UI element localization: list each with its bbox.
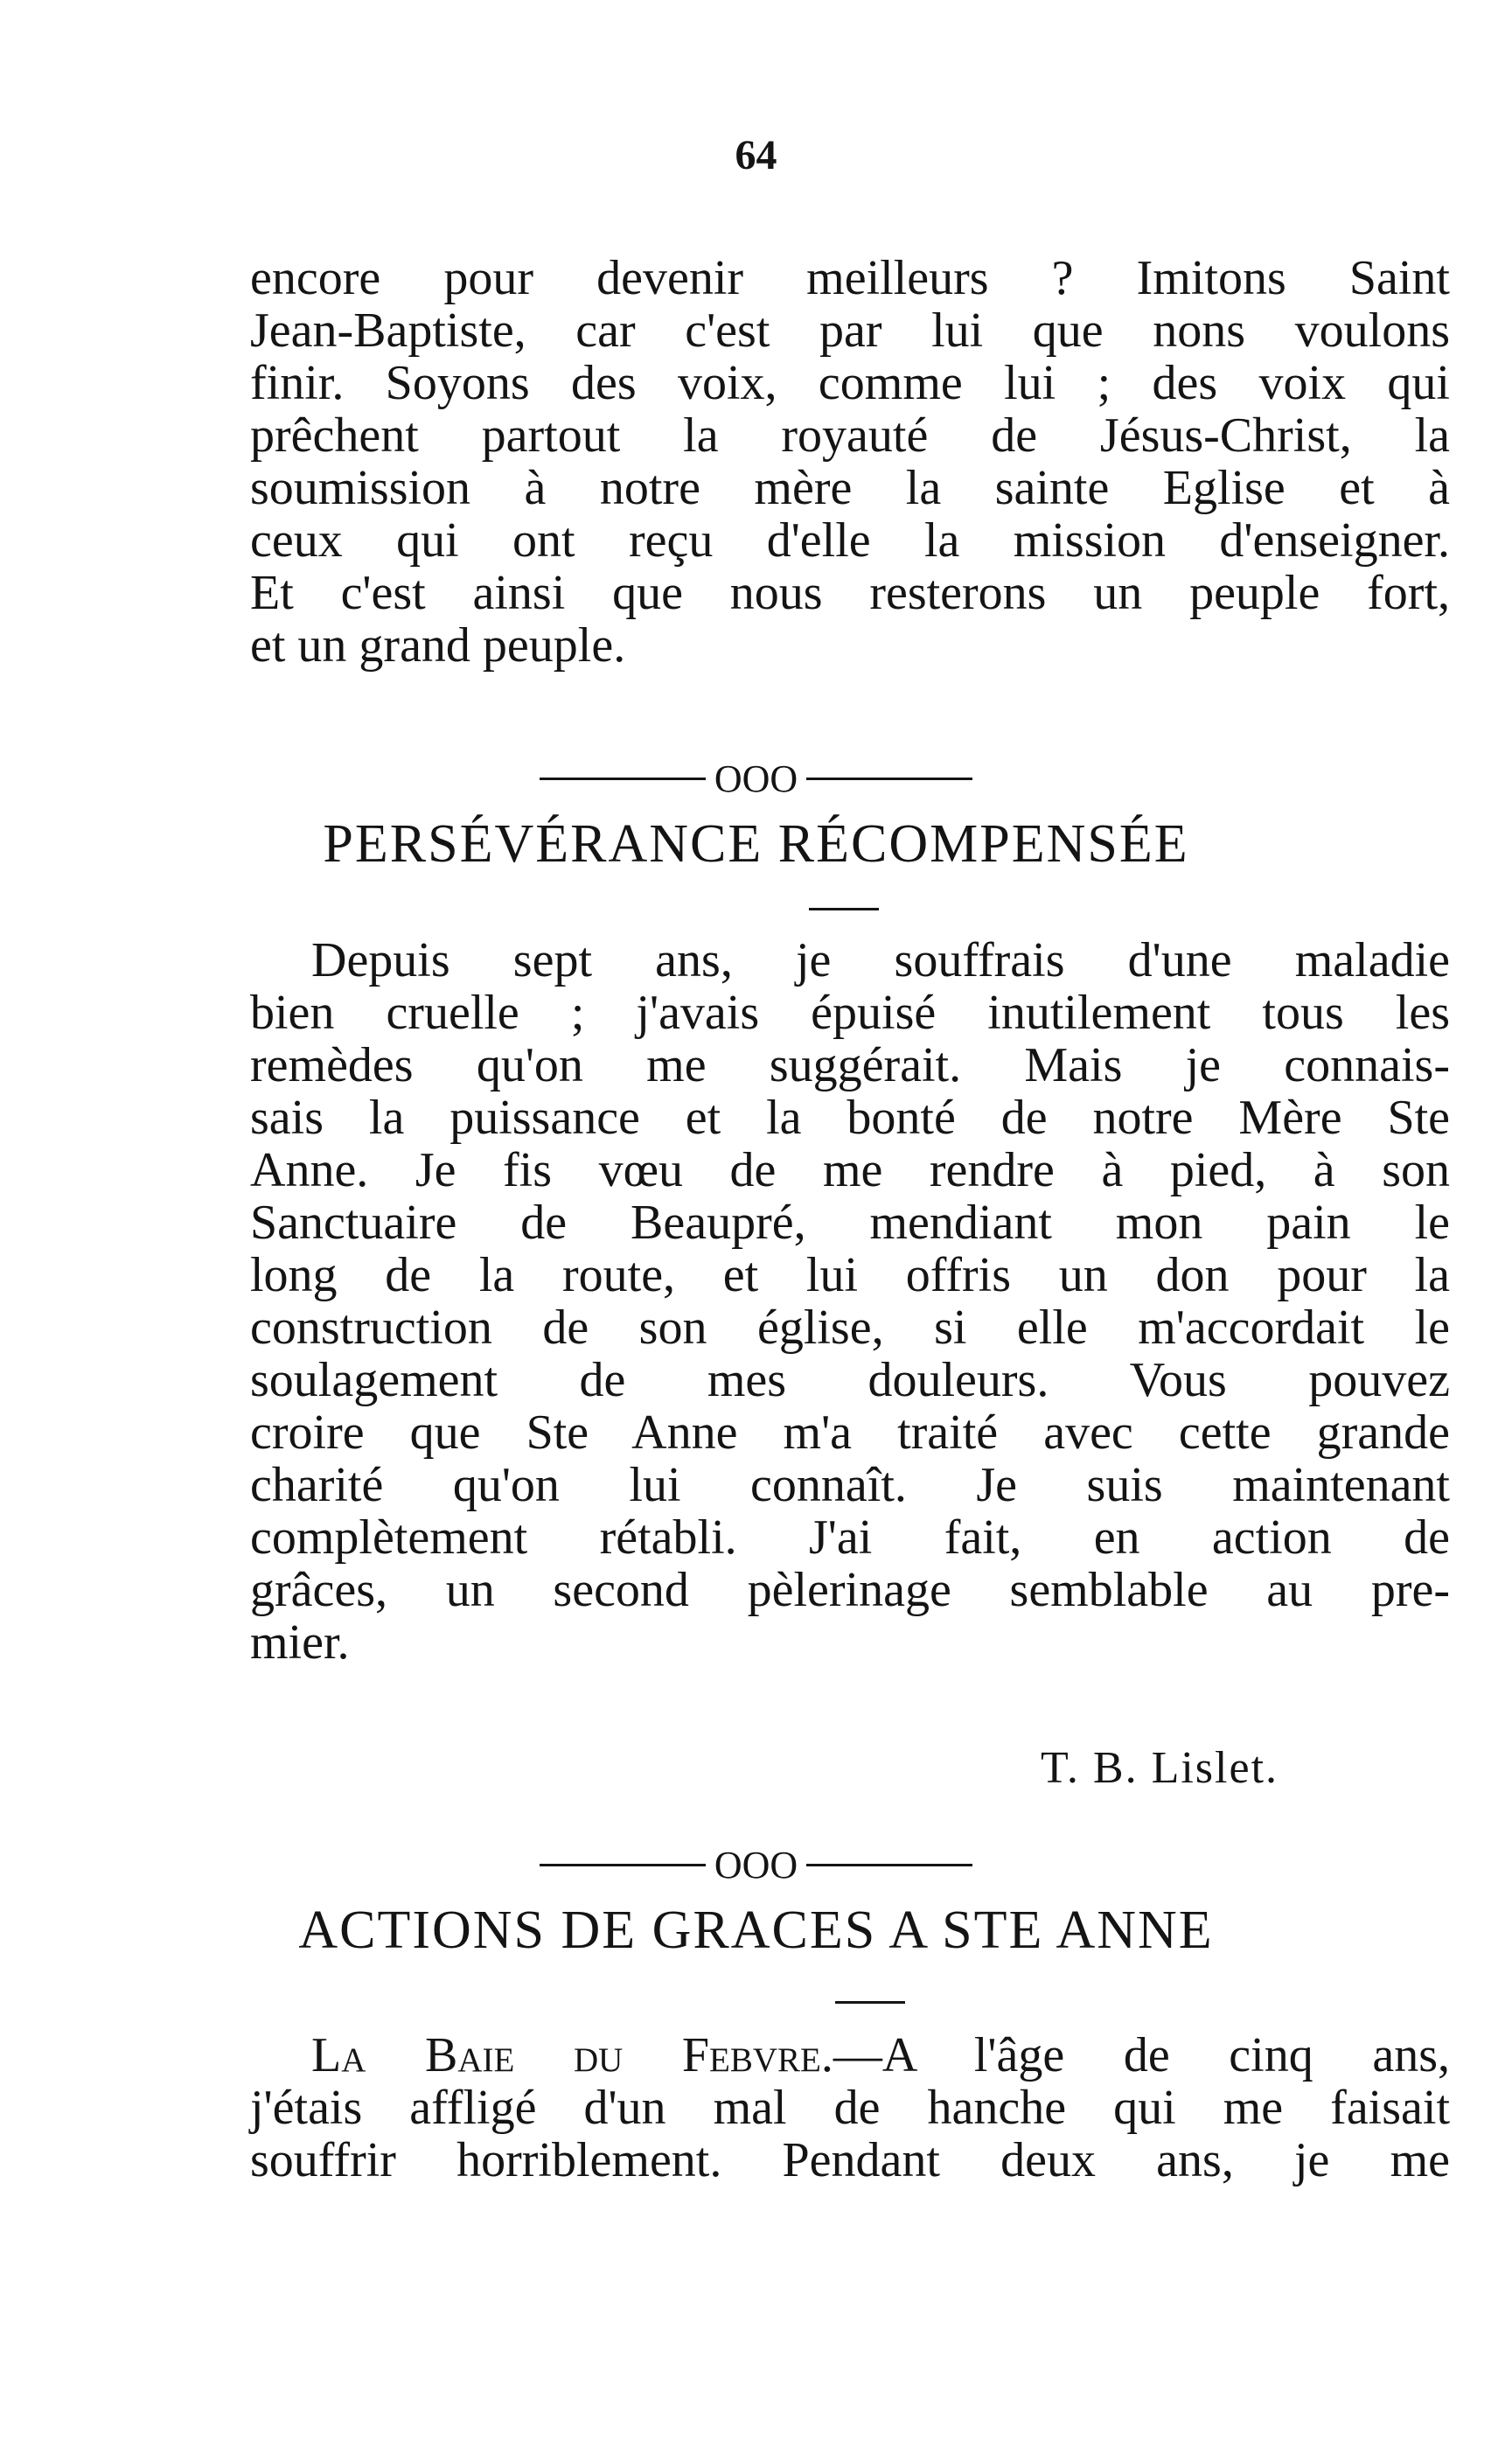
text-line: soumission à notre mère la sainte Eglise et à	[250, 461, 1450, 515]
text-line: sais la puissance et la bonté de notre Mère Ste	[250, 1091, 1450, 1145]
divider-rule	[806, 1864, 972, 1866]
divider-ornament: OOO	[714, 757, 798, 800]
section-divider	[0, 754, 1512, 801]
text-line: charité qu'on lui connaît. Je suis maintenant	[250, 1458, 1450, 1512]
text-line: bien cruelle ; j'avais épuisé inutilement tous les	[250, 986, 1450, 1040]
divider-rule	[806, 778, 972, 780]
text-line: long de la route, et lui offris un don pour la	[250, 1248, 1450, 1302]
text-line: Et c'est ainsi que nous resterons un peuple fort,	[250, 566, 1450, 620]
section-divider	[0, 1840, 1512, 1887]
text-line: Sanctuaire de Beaupré, mendiant mon pain le	[250, 1196, 1450, 1250]
text-line: et un grand peuple.	[250, 618, 626, 673]
text-line: remèdes qu'on me suggérait. Mais je connais-	[250, 1038, 1450, 1092]
text-line: croire que Ste Anne m'a traité avec cette grande	[250, 1405, 1450, 1460]
place-name: La Baie du Febvre.	[311, 2028, 833, 2082]
intro-paragraph	[250, 252, 1450, 672]
text-line: souffrir horriblement. Pendant deux ans, je me	[250, 2133, 1450, 2187]
text-line: encore pour devenir meilleurs ? Imitons Saint	[250, 251, 1450, 305]
text-line: soulagement de mes douleurs. Vous pouvez	[250, 1353, 1450, 1407]
text-line: Anne. Je fis vœu de me rendre à pied, à son	[250, 1143, 1450, 1197]
text-line: mier.	[250, 1615, 350, 1670]
title-dash	[809, 908, 879, 910]
divider-rule	[540, 778, 706, 780]
text-line: Jean-Baptiste, car c'est par lui que nons voulons	[250, 303, 1450, 358]
divider-rule	[540, 1864, 706, 1866]
text-line: finir. Soyons des voix, comme lui ; des voix qui	[250, 356, 1450, 410]
title-dash	[835, 2001, 905, 2004]
text-line: prêchent partout la royauté de Jésus-Christ, la	[250, 408, 1450, 463]
text-line: complètement rétabli. J'ai fait, en action de	[250, 1510, 1450, 1565]
divider-ornament: OOO	[714, 1843, 798, 1887]
signature: T. B. Lislet.	[1041, 1743, 1279, 1793]
text-line: construction de son église, si elle m'accordait le	[250, 1301, 1450, 1355]
text-fragment: —A l'âge de cinq ans,	[833, 2028, 1450, 2082]
testimony-paragraph	[250, 934, 1450, 1669]
grace-paragraph	[250, 2029, 1450, 2187]
text-line: Depuis sept ans, je souffrais d'une maladie	[311, 933, 1450, 987]
text-line: ceux qui ont reçu d'elle la mission d'enseigner.	[250, 513, 1450, 568]
section-title: PERSÉVÉRANCE RÉCOMPENSÉE	[323, 814, 1189, 874]
text-line: j'étais affligé d'un mal de hanche qui me faisait	[250, 2081, 1450, 2135]
text-line: grâces, un second pèlerinage semblable au pre-	[250, 1563, 1450, 1617]
text-line	[250, 2029, 1450, 2082]
page-number: 64	[735, 132, 777, 178]
section-title: ACTIONS DE GRACES A STE ANNE	[298, 1901, 1214, 1960]
